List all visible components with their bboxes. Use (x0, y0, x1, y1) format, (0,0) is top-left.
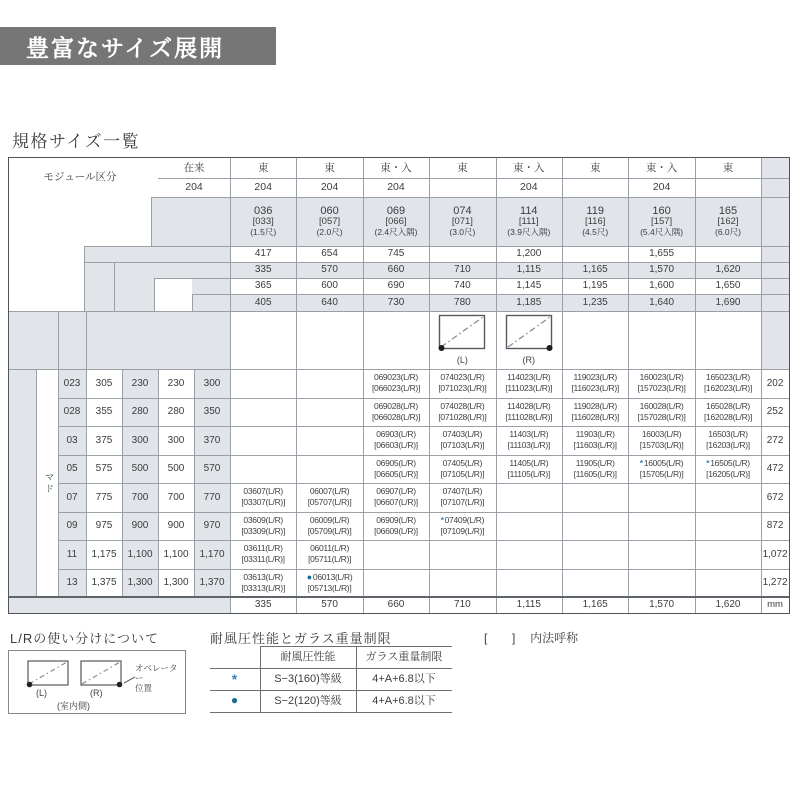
module-num-cell (695, 177, 761, 197)
size-name: 074 (453, 204, 472, 217)
asterisk-mark: * (440, 514, 444, 525)
code-cell: 074023(L/R) [071023(L/R)] (438, 372, 487, 394)
code-cell: 06905(L/R) [06605(L/R)] (374, 457, 418, 479)
height-cell: 900 (167, 520, 185, 531)
glass-width-value: 1,165 (582, 599, 608, 611)
code-cell (296, 369, 362, 398)
height-name-cell: 13 (66, 577, 78, 588)
kijun-box-bg (154, 278, 192, 311)
hw-value: 730 (387, 296, 405, 308)
grid-line (562, 158, 563, 613)
size-old: (5.4尺入隅) (640, 227, 684, 238)
module-cell: 東 (257, 161, 269, 174)
w-dash-value: 660 (387, 264, 405, 276)
height-cell: 230 (167, 377, 185, 389)
grid-line (58, 455, 789, 456)
code-cell: 069028(L/R) [066028(L/R)] (371, 400, 421, 422)
height-cell: 775 (95, 491, 113, 503)
wind-mark-cell (210, 668, 260, 690)
size-inner: [162] (717, 216, 739, 228)
size-name-cell (695, 197, 761, 246)
note-bracket-close: ] (512, 631, 516, 645)
grid-line (628, 158, 629, 613)
w-value: 740 (454, 280, 471, 292)
height-cell: 1,300 (163, 577, 189, 588)
code-cell: 16003(L/R) [15703(L/R)] (639, 429, 684, 451)
grid-line (296, 158, 297, 613)
w-value: 600 (321, 280, 338, 292)
code-cell: 165023(L/R) [162023(L/R)] (703, 372, 753, 394)
height-name-cell: 023 (63, 377, 81, 389)
code-cell: 07403(L/R) [07103(L/R)] (440, 429, 485, 451)
size-old: (6.0尺) (715, 227, 741, 238)
glass-height-cell: 672 (766, 491, 784, 503)
grid-line-bold (9, 596, 789, 598)
code-cell: 114023(L/R) [111023(L/R)] (505, 372, 553, 394)
section-heading: 規格サイズ一覧 (12, 132, 141, 151)
w-dash-value: 1,165 (582, 264, 608, 276)
grid-line (158, 178, 789, 179)
glass-height-cell: 472 (766, 463, 784, 474)
operator-position-label (135, 663, 185, 693)
code-cell (429, 540, 495, 569)
window-diagram-l-label: (L) (456, 355, 468, 366)
room-side-label: (室内側) (57, 701, 90, 711)
window-diagram-l (429, 311, 495, 369)
shade-rect (9, 311, 230, 369)
size-name-cell (363, 197, 429, 246)
size-name: 069 (386, 204, 406, 217)
height-cell: 700 (131, 491, 149, 503)
hw-value: 1,235 (582, 296, 608, 308)
code-cell: 160023(L/R) [157023(L/R)] (637, 372, 686, 394)
height-cell: 355 (95, 406, 113, 417)
size-name-cell (496, 197, 562, 246)
grid-line (9, 369, 789, 370)
grid-line (154, 278, 789, 279)
w-dash-value: 335 (254, 264, 272, 276)
wind-grade-header: 耐風圧性能 (280, 650, 336, 663)
row-width-value (429, 246, 495, 262)
code-cell (429, 569, 495, 598)
glass-width-value: 570 (321, 599, 338, 611)
grid-line (192, 294, 789, 295)
code-cell (496, 569, 562, 598)
module-category-label: モジュール区分 (43, 171, 117, 184)
legend-line (210, 690, 452, 691)
code-cell (695, 540, 761, 569)
window-diagram-r-graphic (505, 314, 553, 354)
grid-line (695, 158, 696, 613)
dot-mark: ● (230, 693, 239, 708)
code-cell: 165028(L/R) [162028(L/R)] (703, 400, 753, 422)
grid-line (84, 262, 789, 263)
legend-line (210, 712, 452, 713)
height-name-cell: 07 (66, 491, 78, 503)
grid-line (58, 483, 789, 484)
shade-rect (761, 158, 789, 369)
size-inner: [111] (518, 216, 539, 228)
height-cell: 300 (131, 434, 149, 446)
size-name: 160 (652, 204, 671, 217)
size-old: (3.0尺) (449, 227, 476, 238)
code-cell: 06903(L/R) [06603(L/R)] (374, 429, 418, 451)
code-cell (230, 369, 296, 398)
wind-limit-cell: 4+A+6.8以下 (372, 694, 436, 707)
height-cell: 1,100 (163, 548, 189, 560)
dot-mark: ● (306, 571, 312, 582)
height-cell: 300 (167, 434, 185, 446)
height-cell: 300 (203, 377, 221, 389)
w-dash-value: 1,620 (715, 264, 741, 276)
grid-line (9, 311, 789, 312)
code-cell (230, 398, 296, 427)
code-cell (562, 483, 628, 512)
size-name-cell (429, 197, 495, 246)
window-diagram-r-label: (R) (522, 355, 536, 366)
height-cell: 975 (95, 520, 113, 531)
window-diagram-l-graphic (438, 314, 486, 354)
code-cell: 11403(L/R) [11103(L/R)] (507, 429, 550, 451)
code-cell (296, 426, 362, 455)
grid-line (192, 294, 193, 311)
height-cell: 770 (203, 491, 221, 503)
code-cell: *16005(L/R) [15705(L/R)] (639, 457, 684, 479)
grid-line (761, 158, 762, 613)
code-cell (363, 540, 429, 569)
size-name: 165 (718, 204, 738, 217)
code-cell: 160028(L/R) [157028(L/R)] (637, 400, 686, 422)
code-cell (695, 483, 761, 512)
size-name: 119 (586, 204, 604, 217)
size-name: 060 (320, 204, 339, 217)
mado-label: マド (42, 471, 54, 495)
operator-label-2: 位置 (135, 683, 153, 693)
size-inner: [071] (451, 216, 473, 228)
module-num-cell: 204 (254, 180, 272, 193)
banner-title: 豊富なサイズ展開 (26, 34, 225, 61)
wind-mark-cell (210, 690, 260, 712)
size-table (8, 157, 790, 614)
hw-value: 1,185 (516, 296, 542, 308)
height-cell: 1,170 (199, 548, 225, 560)
shade-rect (9, 597, 230, 613)
w-dash-value: 1,570 (649, 264, 675, 276)
code-cell: ●06013(L/R) [05713(L/R)] (306, 571, 353, 593)
size-inner: [066] (385, 216, 407, 228)
height-cell: 1,375 (91, 577, 117, 588)
w-dash-value: 570 (321, 264, 338, 276)
wind-limit-header: ガラス重量制限 (365, 650, 443, 663)
hw-value: 1,640 (649, 296, 675, 308)
glass-width-unit: mm (767, 598, 783, 610)
glass-width-value: 710 (454, 599, 471, 611)
w-value: 1,650 (715, 280, 741, 292)
size-inner: [157] (651, 216, 673, 228)
glass-height-cell: 202 (766, 377, 784, 389)
shade-rect (9, 369, 36, 597)
height-cell: 500 (131, 463, 149, 474)
size-old: (4.5尺) (582, 227, 609, 238)
grid-line (151, 197, 152, 246)
operator-label-1: オペレーター (135, 663, 178, 683)
grid-line (151, 197, 789, 198)
height-cell: 305 (95, 377, 113, 389)
module-cell: 東・入 (645, 161, 678, 174)
glass-width-value: 1,620 (715, 599, 741, 611)
height-cell: 1,370 (199, 577, 225, 588)
code-cell: 07405(L/R) [07105(L/R)] (440, 457, 485, 479)
code-cell: 03607(L/R) [03307(L/R)] (241, 486, 286, 508)
w-value: 1,145 (516, 280, 542, 292)
height-name-cell: 11 (66, 548, 78, 560)
grid-line (84, 246, 789, 247)
lr-usage-title: L/Rの使い分けについて (10, 631, 159, 646)
code-cell (628, 569, 694, 598)
code-cell (628, 540, 694, 569)
module-num-cell (429, 177, 495, 197)
wind-grade-cell: S−3(160)等級 (274, 672, 342, 685)
module-cell: 東 (722, 161, 734, 174)
hw-value: 780 (454, 296, 471, 308)
grid-line (84, 246, 85, 311)
code-cell: 06007(L/R) [05707(L/R)] (307, 486, 352, 508)
height-cell: 280 (167, 406, 185, 417)
code-cell (230, 426, 296, 455)
glass-height-cell: 1,072 (762, 548, 788, 560)
code-cell: 03609(L/R) [03309(L/R)] (241, 514, 286, 536)
code-cell: 074028(L/R) [071028(L/R)] (438, 400, 487, 422)
module-cell: 東 (589, 161, 601, 174)
grid-line (58, 426, 789, 427)
glass-height-cell: 872 (766, 520, 784, 531)
w-value: 365 (254, 280, 272, 292)
hw-value: 1,690 (715, 296, 741, 308)
note-label: 内法呼称 (530, 631, 579, 645)
glass-height-cell: 252 (766, 406, 784, 417)
size-inner: [057] (319, 216, 341, 228)
code-cell: 06909(L/R) [06609(L/R)] (374, 514, 418, 536)
code-cell (496, 512, 562, 541)
size-name: 114 (520, 204, 538, 217)
asterisk-mark: * (706, 457, 710, 468)
hw-value: 405 (254, 296, 272, 308)
height-cell: 1,100 (127, 548, 153, 560)
code-cell (296, 398, 362, 427)
wind-pressure-title: 耐風圧性能とガラス重量制限 (210, 631, 392, 646)
code-cell (230, 455, 296, 484)
size-old: (1.5尺) (250, 227, 277, 238)
grid-line (114, 262, 115, 311)
code-cell: 16503(L/R) [16203(L/R)] (706, 429, 750, 451)
module-num-cell: 204 (652, 180, 671, 193)
grid-line (36, 369, 37, 597)
code-cell (628, 512, 694, 541)
size-name-cell (628, 197, 694, 246)
module-cell: 東 (324, 161, 335, 174)
code-cell: 03613(L/R) [03313(L/R)] (241, 571, 286, 593)
window-diagram-r (496, 311, 562, 369)
grid-line (58, 569, 789, 570)
size-inner: [033] (252, 216, 274, 228)
code-cell (695, 512, 761, 541)
height-cell: 575 (95, 463, 113, 474)
size-name-cell (230, 197, 296, 246)
glass-width-value: 1,115 (516, 599, 541, 611)
height-cell: 350 (203, 406, 221, 417)
height-cell: 375 (95, 434, 113, 446)
grid-line (58, 512, 789, 513)
glass-height-cell: 272 (766, 434, 784, 446)
wind-grade-cell: S−2(120)等級 (274, 694, 342, 707)
size-name-cell (562, 197, 628, 246)
module-num-cell: 204 (320, 180, 339, 193)
height-cell: 900 (131, 520, 149, 531)
height-cell: 700 (167, 491, 185, 503)
code-cell: 069023(L/R) [066023(L/R)] (371, 372, 421, 394)
module-num-cell: 204 (387, 180, 405, 193)
w-dash-value: 1,115 (516, 264, 541, 276)
shade-rect (151, 197, 230, 246)
code-cell: 114028(L/R) [111028(L/R)] (505, 400, 553, 422)
grid-line (363, 158, 364, 613)
code-cell (562, 540, 628, 569)
legend-line (210, 668, 452, 669)
height-cell: 570 (203, 463, 221, 474)
row-width-value (695, 246, 761, 262)
module-num-cell (562, 177, 628, 197)
height-name-cell: 09 (66, 520, 78, 531)
row-width-value: 654 (321, 248, 338, 260)
page-banner (0, 27, 276, 65)
grid-line (58, 540, 789, 541)
height-cell: 500 (167, 463, 185, 474)
inner-dimension-note (484, 629, 578, 646)
w-value: 690 (387, 280, 405, 292)
glass-width-value: 660 (387, 599, 405, 611)
note-bracket-open: [ (484, 631, 488, 645)
module-base-bottom: 204 (185, 180, 203, 193)
module-cell: 東 (457, 161, 468, 174)
grid-line (230, 158, 231, 613)
code-cell (363, 569, 429, 598)
row-width-value: 745 (387, 248, 405, 260)
height-name-cell: 028 (63, 406, 81, 417)
size-old: (2.0尺) (316, 227, 343, 238)
row-width-value (562, 246, 628, 262)
w-value: 1,600 (649, 280, 675, 292)
grid-line (154, 278, 155, 311)
code-cell (496, 483, 562, 512)
code-cell: *07409(L/R) [07109(L/R)] (440, 514, 485, 536)
code-cell (628, 483, 694, 512)
height-cell: 1,175 (91, 548, 117, 560)
height-cell: 280 (131, 406, 149, 417)
row-width-value: 417 (254, 248, 272, 260)
size-name: 036 (254, 204, 273, 217)
legend-line (260, 646, 261, 712)
asterisk-mark: * (231, 670, 238, 687)
code-cell: 06011(L/R) [05711(L/R)] (308, 543, 352, 565)
glass-width-value: 1,570 (649, 599, 675, 611)
height-cell: 970 (203, 520, 221, 531)
code-cell: 03611(L/R) [03311(L/R)] (241, 543, 285, 565)
glass-width-value: 335 (254, 599, 272, 611)
module-num-cell: 204 (520, 180, 538, 193)
w-dash-value: 710 (454, 264, 471, 276)
module-cell: 東・入 (380, 161, 412, 174)
module-base-top: 在来 (183, 161, 205, 174)
height-name-cell: 03 (66, 434, 78, 446)
asterisk-mark: * (639, 457, 643, 468)
w-value: 1,195 (582, 280, 608, 292)
size-name-cell (296, 197, 362, 246)
code-cell: *16505(L/R) [16205(L/R)] (706, 457, 750, 479)
glass-height-cell: 1,272 (762, 577, 788, 588)
legend-line (356, 646, 357, 712)
row-width-value: 1,655 (649, 248, 675, 260)
size-old: (3.9尺入隅) (507, 227, 551, 238)
code-cell: 07407(L/R) [07107(L/R)] (440, 486, 485, 508)
code-cell: 06009(L/R) [05709(L/R)] (307, 514, 352, 536)
module-cell: 東・入 (513, 161, 545, 174)
lr-diagram-box (8, 650, 186, 714)
wind-limit-cell: 4+A+6.8以下 (372, 672, 436, 685)
height-name-cell: 05 (66, 463, 78, 474)
code-cell (496, 540, 562, 569)
height-cell: 230 (131, 377, 149, 389)
code-cell: 119028(L/R) [116028(L/R)] (571, 400, 619, 422)
lr-left-label: (L) (36, 688, 47, 698)
code-cell: 06907(L/R) [06607(L/R)] (374, 486, 418, 508)
grid-line (58, 398, 789, 399)
height-cell: 370 (203, 434, 221, 446)
code-cell (562, 569, 628, 598)
height-cell: 1,300 (127, 577, 153, 588)
code-cell: 11405(L/R) [11105(L/R)] (507, 457, 550, 479)
grid-line (429, 158, 430, 613)
code-cell: 119023(L/R) [116023(L/R)] (571, 372, 619, 394)
code-cell: 11903(L/R) [11603(L/R)] (573, 429, 617, 451)
row-width-value: 1,200 (516, 248, 542, 260)
code-cell (562, 512, 628, 541)
size-inner: [116] (584, 216, 606, 228)
size-old: (2.4尺入隅) (374, 227, 418, 238)
lr-right-label: (R) (90, 688, 103, 698)
grid-line (496, 158, 497, 613)
code-cell (695, 569, 761, 598)
code-cell: 11905(L/R) [11605(L/R)] (573, 457, 617, 479)
hw-value: 640 (321, 296, 338, 308)
code-cell (296, 455, 362, 484)
